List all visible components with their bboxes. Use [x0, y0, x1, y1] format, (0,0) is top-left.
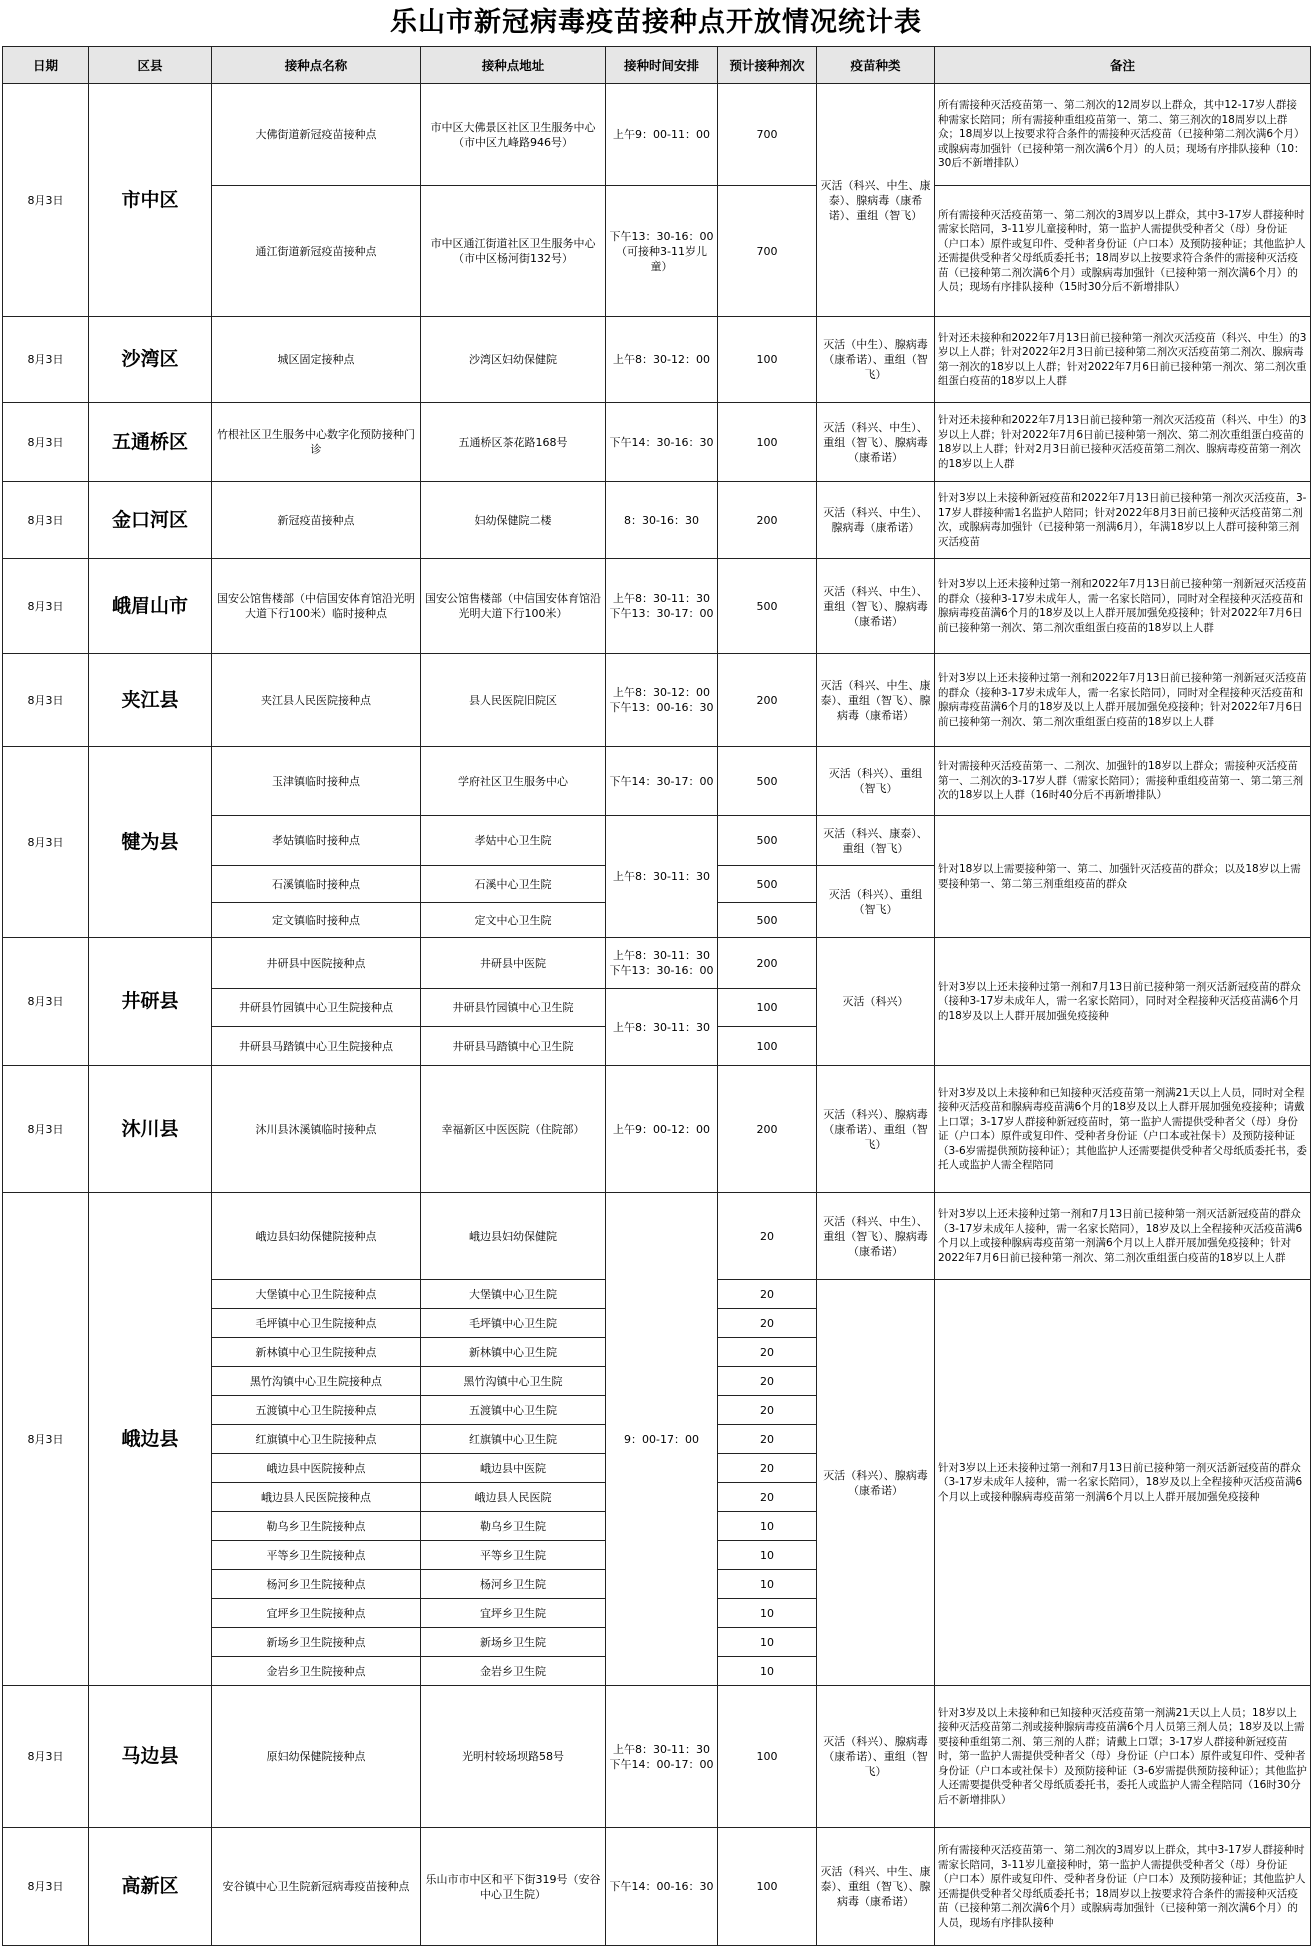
doses-cell: 20: [718, 1193, 817, 1280]
site-name-cell: 五渡镇中心卫生院接种点: [212, 1396, 421, 1425]
date-cell: 8月3日: [3, 938, 89, 1066]
doses-cell: 100: [718, 317, 817, 403]
date-cell: 8月3日: [3, 1828, 89, 1946]
site-address-cell: 井研县马踏镇中心卫生院: [421, 1027, 606, 1066]
table-row: [3, 938, 1311, 989]
doses-cell: 100: [718, 1828, 817, 1946]
doses-cell: 500: [718, 866, 817, 903]
site-name-cell: 新冠疫苗接种点: [212, 482, 421, 559]
site-address-cell: 黑竹沟镇中心卫生院: [421, 1367, 606, 1396]
time-cell: 上午8：30-11：30: [606, 989, 718, 1066]
date-cell: 8月3日: [3, 482, 89, 559]
county-cell: 市中区: [89, 84, 212, 317]
site-address-cell: 幸福新区中医医院（住院部）: [421, 1066, 606, 1193]
remarks-cell: 针对3岁以上还未接种过第一剂和2022年7月13日前已接种第一剂新冠灭活疫苗的群众（接种3-17岁未成年人，需一名家长陪同），同时对全程接种灭活疫苗和腺病毒疫苗满6个月的18岁及以上人群开展加强免疫接种；针对2022年7月6日前已接种第一剂次、第二剂次重组蛋白疫苗的18岁以上人群: [935, 559, 1311, 654]
header-county: 区县: [89, 47, 212, 84]
site-address-cell: 杨河乡卫生院: [421, 1570, 606, 1599]
site-address-cell: 红旗镇中心卫生院: [421, 1425, 606, 1454]
time-cell: 上午8：30-11：30 下午13：30-17：00: [606, 559, 718, 654]
doses-cell: 10: [718, 1512, 817, 1541]
county-cell: 沙湾区: [89, 317, 212, 403]
header-vaccine-type: 疫苗种类: [817, 47, 935, 84]
site-address-cell: 峨边县中医院: [421, 1454, 606, 1483]
county-cell: 五通桥区: [89, 403, 212, 482]
site-address-cell: 金岩乡卫生院: [421, 1657, 606, 1686]
vaccine-type-cell: 灭活（中生）、腺病毒（康希诺）、重组（智飞）: [817, 317, 935, 403]
remarks-cell: 针对3岁以上还未接种过第一剂和7月13日前已接种第一剂灭活新冠疫苗的群众（3-17岁未成年人接种，需一名家长陪同），18岁及以上全程接种灭活疫苗满6个月以上或接种腺病毒疫苗第一剂满6个月以上人群开展加强免疫接种: [935, 1280, 1311, 1686]
time-cell: 上午9：00-11：00: [606, 84, 718, 186]
doses-cell: 10: [718, 1541, 817, 1570]
site-name-cell: 竹根社区卫生服务中心数字化预防接种门诊: [212, 403, 421, 482]
doses-cell: 200: [718, 938, 817, 989]
site-address-cell: 宜坪乡卫生院: [421, 1599, 606, 1628]
doses-cell: 100: [718, 1686, 817, 1828]
site-address-cell: 峨边县妇幼保健院: [421, 1193, 606, 1280]
header-date: 日期: [3, 47, 89, 84]
vaccine-type-cell: 灭活（科兴）、重组（智飞）: [817, 866, 935, 938]
vaccine-type-cell: 灭活（科兴、中生）、重组（智飞）、腺病毒（康希诺）: [817, 403, 935, 482]
doses-cell: 20: [718, 1396, 817, 1425]
header-doses: 预计接种剂次: [718, 47, 817, 84]
time-cell: 9：00-17：00: [606, 1193, 718, 1686]
site-address-cell: 新场乡卫生院: [421, 1628, 606, 1657]
doses-cell: 700: [718, 186, 817, 317]
site-address-cell: 定文中心卫生院: [421, 903, 606, 938]
table-row: [3, 1066, 1311, 1193]
remarks-cell: 所有需接种灭活疫苗第一、第二剂次的12周岁以上群众，其中12-17岁人群接种需家长陪同；所有需接种重组疫苗第一、第二、第三剂次的18周岁以上群众；18周岁以上按要求符合条件的需接种灭活疫苗（已接种第二剂次满6个月）或腺病毒加强针（已接种第一剂次满6个月）的人员；现场有序排队接种（10：30后不新增排队）: [935, 84, 1311, 186]
site-address-cell: 沙湾区妇幼保健院: [421, 317, 606, 403]
doses-cell: 700: [718, 84, 817, 186]
county-cell: 金口河区: [89, 482, 212, 559]
county-cell: 高新区: [89, 1828, 212, 1946]
site-address-cell: 毛坪镇中心卫生院: [421, 1309, 606, 1338]
site-name-cell: 石溪镇临时接种点: [212, 866, 421, 903]
site-name-cell: 峨边县中医院接种点: [212, 1454, 421, 1483]
site-name-cell: 井研县竹园镇中心卫生院接种点: [212, 989, 421, 1027]
time-cell: 上午8：30-11：30 下午14：00-17：00: [606, 1686, 718, 1828]
site-name-cell: 夹江县人民医院接种点: [212, 654, 421, 747]
table-row: [3, 84, 1311, 186]
vaccine-type-cell: 灭活（科兴）: [817, 938, 935, 1066]
doses-cell: 200: [718, 482, 817, 559]
county-cell: 井研县: [89, 938, 212, 1066]
site-address-cell: 平等乡卫生院: [421, 1541, 606, 1570]
site-name-cell: 峨边县人民医院接种点: [212, 1483, 421, 1512]
site-address-cell: 五通桥区茶花路168号: [421, 403, 606, 482]
site-name-cell: 城区固定接种点: [212, 317, 421, 403]
site-address-cell: 井研县竹园镇中心卫生院: [421, 989, 606, 1027]
site-name-cell: 杨河乡卫生院接种点: [212, 1570, 421, 1599]
doses-cell: 10: [718, 1570, 817, 1599]
table-row: [3, 654, 1311, 747]
site-name-cell: 通江街道新冠疫苗接种点: [212, 186, 421, 317]
doses-cell: 20: [718, 1425, 817, 1454]
time-cell: 下午14：00-16：30: [606, 1828, 718, 1946]
site-name-cell: 原妇幼保健院接种点: [212, 1686, 421, 1828]
site-name-cell: 定文镇临时接种点: [212, 903, 421, 938]
county-cell: 犍为县: [89, 747, 212, 938]
header-time: 接种时间安排: [606, 47, 718, 84]
doses-cell: 100: [718, 989, 817, 1027]
date-cell: 8月3日: [3, 1686, 89, 1828]
doses-cell: 20: [718, 1280, 817, 1309]
doses-cell: 500: [718, 816, 817, 866]
county-cell: 沐川县: [89, 1066, 212, 1193]
site-address-cell: 石溪中心卫生院: [421, 866, 606, 903]
site-address-cell: 五渡镇中心卫生院: [421, 1396, 606, 1425]
date-cell: 8月3日: [3, 654, 89, 747]
table-row: [3, 403, 1311, 482]
doses-cell: 20: [718, 1367, 817, 1396]
site-address-cell: 峨边县人民医院: [421, 1483, 606, 1512]
doses-cell: 10: [718, 1657, 817, 1686]
remarks-cell: 所有需接种灭活疫苗第一、第二剂次的3周岁以上群众，其中3-17岁人群接种时需家长陪同，3-11岁儿童接种时，第一监护人需提供受种者父（母）身份证（户口本）原件或复印件、受种者身份证（户口本）及预防接种证；其他监护人还需提供受种者父母纸质委托书；18周岁以上按要求符合条件的需接种灭活疫苗（已接种第二剂次满6个月）或腺病毒加强针（已接种第一剂次满6个月）的人员，现场有序排队接种: [935, 1828, 1311, 1946]
doses-cell: 10: [718, 1599, 817, 1628]
county-cell: 夹江县: [89, 654, 212, 747]
remarks-cell: 针对还未接种和2022年7月13日前已接种第一剂次灭活疫苗（科兴、中生）的3岁以上人群；针对2022年2月3日前已接种第二剂次灭活疫苗第二剂次、腺病毒第一剂次的18岁以上人群；针对2022年7月6日前已接种第一剂次、第二剂次重组蛋白疫苗的18岁以上人群: [935, 317, 1311, 403]
vaccine-type-cell: 灭活（科兴、中生、康泰）、腺病毒（康希诺）、重组（智飞）: [817, 84, 935, 317]
table-row: [3, 747, 1311, 816]
header-site-address: 接种点地址: [421, 47, 606, 84]
site-address-cell: 乐山市市中区和平下街319号（安谷中心卫生院）: [421, 1828, 606, 1946]
vaccine-type-cell: 灭活（科兴、中生）、重组（智飞）、腺病毒（康希诺）: [817, 1193, 935, 1280]
vaccine-type-cell: 灭活（科兴）、腺病毒（康希诺）、重组（智飞）: [817, 1686, 935, 1828]
site-name-cell: 宜坪乡卫生院接种点: [212, 1599, 421, 1628]
doses-cell: 200: [718, 654, 817, 747]
time-cell: 上午9：00-12：00: [606, 1066, 718, 1193]
site-name-cell: 井研县中医院接种点: [212, 938, 421, 989]
site-name-cell: 红旗镇中心卫生院接种点: [212, 1425, 421, 1454]
site-address-cell: 孝姑中心卫生院: [421, 816, 606, 866]
remarks-cell: 针对3岁及以上未接种和已知接种灭活疫苗第一剂满21天以上人员，同时对全程接种灭活疫苗和腺病毒疫苗满6个月的18岁及以上人群开展加强免疫接种；请戴上口罩；3-17岁人群接种新冠疫苗时，第一监护人需提供受种者父（母）身份证（户口本）原件或复印件、受种者身份证（户口本或社保卡）及预防接种证（3-6岁需提供预防接种证）；其他监护人还需要提供受种者父母纸质委托书，委托人或监护人需全程陪同: [935, 1066, 1311, 1193]
doses-cell: 200: [718, 1066, 817, 1193]
vaccine-type-cell: 灭活（科兴）、腺病毒（康希诺）、重组（智飞）: [817, 1066, 935, 1193]
doses-cell: 500: [718, 903, 817, 938]
vaccine-type-cell: 灭活（科兴）、重组（智飞）: [817, 747, 935, 816]
date-cell: 8月3日: [3, 747, 89, 938]
vaccine-type-cell: 灭活（科兴、中生）、腺病毒（康希诺）: [817, 482, 935, 559]
date-cell: 8月3日: [3, 1193, 89, 1686]
site-address-cell: 市中区通江街道社区卫生服务中心（市中区杨河街132号）: [421, 186, 606, 317]
table-row: [3, 317, 1311, 403]
site-name-cell: 孝姑镇临时接种点: [212, 816, 421, 866]
doses-cell: 20: [718, 1309, 817, 1338]
time-cell: 上午8：30-12：00: [606, 317, 718, 403]
site-address-cell: 光明村较场坝路58号: [421, 1686, 606, 1828]
site-address-cell: 勒乌乡卫生院: [421, 1512, 606, 1541]
site-name-cell: 玉津镇临时接种点: [212, 747, 421, 816]
remarks-cell: 针对3岁以上还未接种过第一剂和2022年7月13日前已接种第一剂新冠灭活疫苗的群众（接种3-17岁未成年人，需一名家长陪同），同时对全程接种灭活疫苗和腺病毒疫苗满6个月的18岁及以上人群开展加强免疫接种；针对2022年7月6日前已接种第一剂次、第二剂次重组蛋白疫苗的18岁以上人群: [935, 654, 1311, 747]
remarks-cell: 针对3岁以上还未接种过第一剂和7月13日前已接种第一剂灭活新冠疫苗的群众（3-17岁未成年人接种，需一名家长陪同），18岁及以上全程接种灭活疫苗满6个月以上或接种腺病毒疫苗第一剂满6个月以上人群开展加强免疫接种；针对2022年7月6日前已接种第一剂次、第二剂次重组蛋白疫苗的18岁以上人群: [935, 1193, 1311, 1280]
doses-cell: 500: [718, 747, 817, 816]
site-name-cell: 新场乡卫生院接种点: [212, 1628, 421, 1657]
vaccine-type-cell: 灭活（科兴、中生）、重组（智飞）、腺病毒（康希诺）: [817, 559, 935, 654]
vaccine-type-cell: 灭活（科兴）、腺病毒（康希诺）: [817, 1280, 935, 1686]
site-address-cell: 学府社区卫生服务中心: [421, 747, 606, 816]
site-name-cell: 峨边县妇幼保健院接种点: [212, 1193, 421, 1280]
remarks-cell: 针对3岁以上未接种新冠疫苗和2022年7月13日前已接种第一剂次灭活疫苗，3-17岁人群接种需1名监护人陪同；针对2022年8月3日前已接种灭活疫苗第二剂次，或腺病毒加强针（已接种第一剂满6月），年满18岁以上人群可接种第三剂灭活疫苗: [935, 482, 1311, 559]
time-cell: 下午14：30-16：30: [606, 403, 718, 482]
table-row: [3, 559, 1311, 654]
doses-cell: 20: [718, 1483, 817, 1512]
table-row: [3, 1828, 1311, 1946]
doses-cell: 100: [718, 403, 817, 482]
date-cell: 8月3日: [3, 317, 89, 403]
time-cell: 下午13：30-16：00（可接种3-11岁儿童）: [606, 186, 718, 317]
header-site-name: 接种点名称: [212, 47, 421, 84]
site-name-cell: 安谷镇中心卫生院新冠病毒疫苗接种点: [212, 1828, 421, 1946]
site-name-cell: 大堡镇中心卫生院接种点: [212, 1280, 421, 1309]
site-name-cell: 毛坪镇中心卫生院接种点: [212, 1309, 421, 1338]
table-header-row: [3, 47, 1311, 84]
site-name-cell: 井研县马踏镇中心卫生院接种点: [212, 1027, 421, 1066]
date-cell: 8月3日: [3, 559, 89, 654]
county-cell: 峨边县: [89, 1193, 212, 1686]
site-address-cell: 妇幼保健院二楼: [421, 482, 606, 559]
site-name-cell: 沐川县沐溪镇临时接种点: [212, 1066, 421, 1193]
table-row: [3, 482, 1311, 559]
doses-cell: 500: [718, 559, 817, 654]
time-cell: 8：30-16：30: [606, 482, 718, 559]
time-cell: 上午8：30-12：00 下午13：00-16：30: [606, 654, 718, 747]
time-cell: 上午8：30-11：30: [606, 816, 718, 938]
doses-cell: 20: [718, 1454, 817, 1483]
site-name-cell: 金岩乡卫生院接种点: [212, 1657, 421, 1686]
county-cell: 马边县: [89, 1686, 212, 1828]
doses-cell: 100: [718, 1027, 817, 1066]
site-address-cell: 国安公馆售楼部（中信国安体育馆沿光明大道下行100米）: [421, 559, 606, 654]
site-name-cell: 勒乌乡卫生院接种点: [212, 1512, 421, 1541]
remarks-cell: 针对需接种灭活疫苗第一、二剂次、加强针的18岁以上群众；需接种灭活疫苗第一、二剂次的3-17岁人群（需家长陪同）；需接种重组疫苗第一、第二第三剂次的18岁以上人群（16时40分后不再新增排队）: [935, 747, 1311, 816]
site-address-cell: 井研县中医院: [421, 938, 606, 989]
date-cell: 8月3日: [3, 84, 89, 317]
vaccine-type-cell: 灭活（科兴、康泰）、重组（智飞）: [817, 816, 935, 866]
time-cell: 下午14：30-17：00: [606, 747, 718, 816]
doses-cell: 10: [718, 1628, 817, 1657]
time-cell: 上午8：30-11：30 下午13：30-16：00: [606, 938, 718, 989]
site-name-cell: 平等乡卫生院接种点: [212, 1541, 421, 1570]
vaccination-sites-table: [2, 46, 1311, 1946]
doses-cell: 20: [718, 1338, 817, 1367]
remarks-cell: 所有需接种灭活疫苗第一、第二剂次的3周岁以上群众，其中3-17岁人群接种时需家长陪同，3-11岁儿童接种时，第一监护人需提供受种者父（母）身份证（户口本）原件或复印件、受种者身份证（户口本）及预防接种证；其他监护人还需提供受种者父母纸质委托书；18周岁以上按要求符合条件的需接种灭活疫苗（已接种第二剂次满6个月）或腺病毒加强针（已接种第一剂次满6个月）的人员；现场有序排队接种（15时30分后不新增排队）: [935, 186, 1311, 317]
date-cell: 8月3日: [3, 1066, 89, 1193]
site-address-cell: 县人民医院旧院区: [421, 654, 606, 747]
remarks-cell: 针对还未接种和2022年7月13日前已接种第一剂次灭活疫苗（科兴、中生）的3岁以上人群；针对2022年7月6日前已接种第一剂次、第二剂次重组蛋白疫苗的18岁以上人群；针对2月3日前已接种灭活疫苗第二剂次、腺病毒疫苗第一剂次的18岁以上人群: [935, 403, 1311, 482]
table-row: [3, 1193, 1311, 1280]
site-address-cell: 新林镇中心卫生院: [421, 1338, 606, 1367]
site-address-cell: 市中区大佛景区社区卫生服务中心（市中区九峰路946号）: [421, 84, 606, 186]
page-title: 乐山市新冠病毒疫苗接种点开放情况统计表: [390, 7, 922, 38]
county-cell: 峨眉山市: [89, 559, 212, 654]
header-remarks: 备注: [935, 47, 1311, 84]
vaccine-type-cell: 灭活（科兴、中生、康泰）、重组（智飞）、腺病毒（康希诺）: [817, 654, 935, 747]
remarks-cell: 针对3岁及以上未接种和已知接种灭活疫苗第一剂满21天以上人员；18岁以上接种灭活疫苗第二剂或接种腺病毒疫苗满6个月人员第三剂人员；18岁及以上需要接种重组第二剂、第三剂的人群；请戴上口罩；3-17岁人群接种新冠疫苗时，第一监护人需提供受种者父（母）身份证（户口本）原件或复印件、受种者身份证（户口本或社保卡）及预防接种证（3-6岁需提供预防接种证）；其他监护人还需要提供受种者父母纸质委托书，委托人或监护人需全程陪同（16时30分后不新增排队）: [935, 1686, 1311, 1828]
vaccine-type-cell: 灭活（科兴、中生、康泰）、重组（智飞）、腺病毒（康希诺）: [817, 1828, 935, 1946]
date-cell: 8月3日: [3, 403, 89, 482]
site-address-cell: 大堡镇中心卫生院: [421, 1280, 606, 1309]
site-name-cell: 国安公馆售楼部（中信国安体育馆沿光明大道下行100米）临时接种点: [212, 559, 421, 654]
site-name-cell: 新林镇中心卫生院接种点: [212, 1338, 421, 1367]
remarks-cell: 针对3岁以上还未接种过第一剂和7月13日前已接种第一剂灭活新冠疫苗的群众（接种3-17岁未成年人，需一名家长陪同），同时对全程接种灭活疫苗满6个月的18岁及以上人群开展加强免疫接种: [935, 938, 1311, 1066]
remarks-cell: 针对18岁以上需要接种第一、第二、加强针灭活疫苗的群众；以及18岁以上需要接种第一、第二第三剂重组疫苗的群众: [935, 816, 1311, 938]
site-name-cell: 大佛街道新冠疫苗接种点: [212, 84, 421, 186]
site-name-cell: 黑竹沟镇中心卫生院接种点: [212, 1367, 421, 1396]
table-row: [3, 1686, 1311, 1828]
